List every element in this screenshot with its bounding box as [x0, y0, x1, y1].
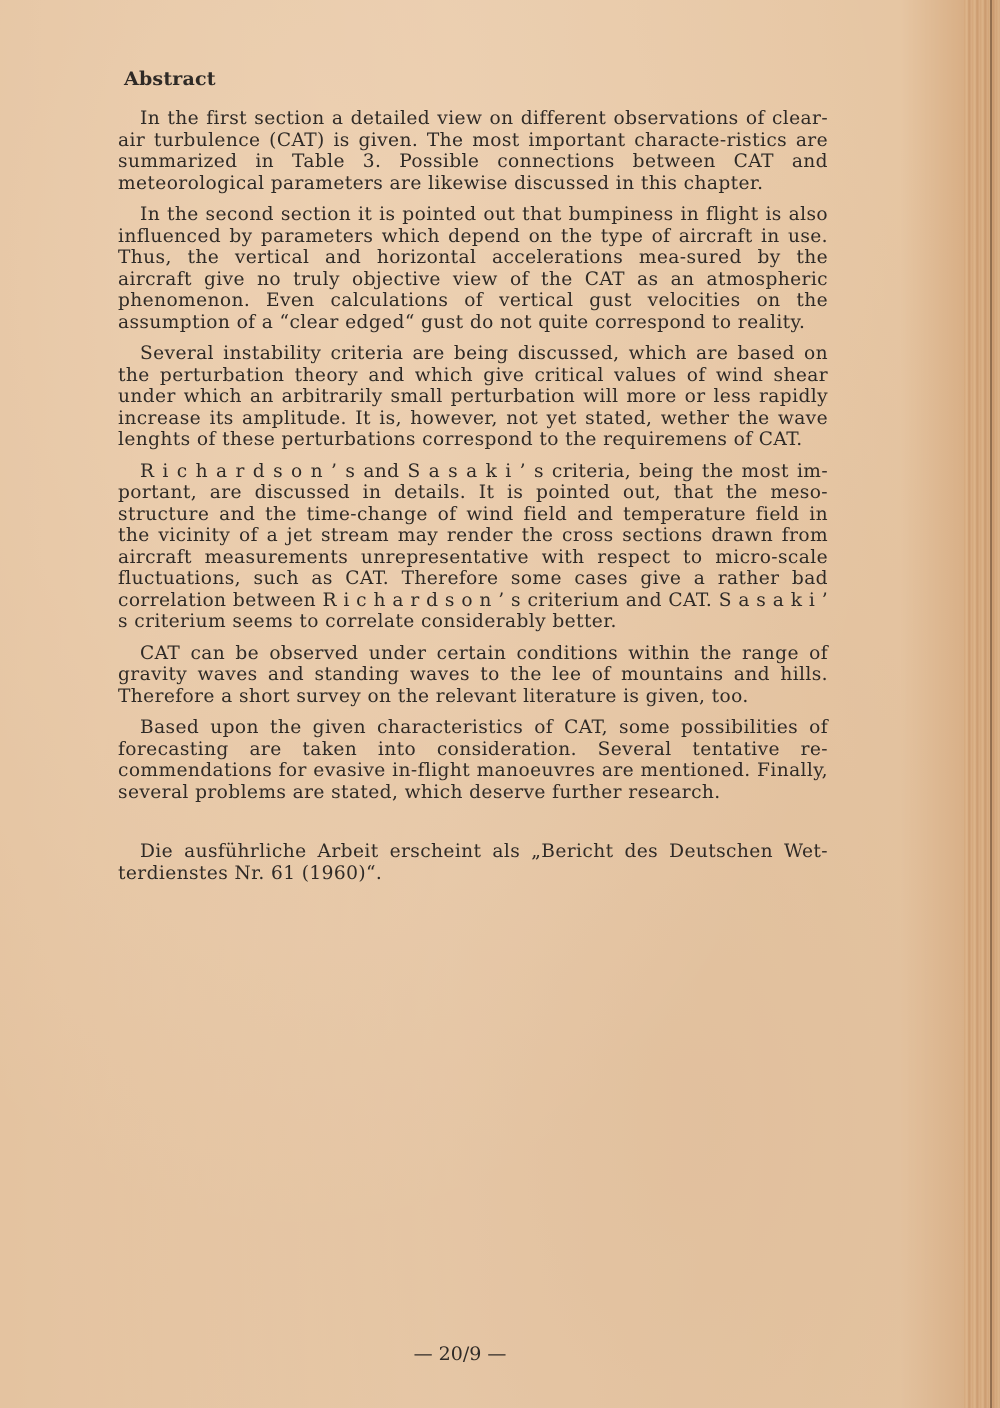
paragraph-1	[118, 108, 828, 194]
page-edge-strip	[964, 0, 1000, 1408]
abstract-section	[118, 68, 828, 894]
paragraph-3-text: Several instability criteria are being discussed, which are based on the perturbation theory and which give critical values of wind shear under which an arbitrarily small perturbation will more or less rapidly increase its amplitude. It is, however, not yet stated, wether the wave lenghts of these perturbations correspond to the requiremens of CAT.	[118, 343, 828, 450]
paragraph-5	[118, 643, 828, 708]
abstract-heading: Abstract	[124, 68, 216, 90]
paragraph-6-text: Based upon the given characteristics of CAT, some possibilities of forecasting are taken into consideration. Several tentative re-commendations for evasive in-flight manoeuvres are mentioned. Finally, several problems are stated, which deserve further research.	[118, 717, 828, 803]
page-edge-line	[990, 0, 992, 1408]
paragraph-4-text: R i c h a r d s o n ’ s and S a s a k i ’ s criteria, being the most im-portant, are discussed in details. It is pointed out, that the meso-structure and the time-change of wind field and temperature field in the vicinity of a jet stream may render the cross sections drawn from aircraft measurements unrepresentative with respect to micro-scale fluctuations, such as CAT. Therefore some cases give a rather bad correlation between R i c h a r d s o n ’ s criterium and CAT. S a s a k i ’ s criterium seems to correlate considerably better.	[118, 460, 828, 632]
paragraph-6	[118, 717, 828, 803]
paragraph-3	[118, 343, 828, 451]
publication-note-text: Die ausführliche Arbeit erscheint als „Bericht des Deutschen Wet-terdienstes Nr. 61 (1960)“.	[118, 841, 828, 884]
page-number: — 20/9 —	[413, 1343, 507, 1365]
paragraph-2-text: In the second section it is pointed out that bumpiness in flight is also influenced by parameters which depend on the type of aircraft in use. Thus, the vertical and horizontal accelerations mea-sured by the aircraft give no truly objective view of the CAT as an atmospheric phenomenon. Even calculations of vertical gust velocities on the assumption of a “clear edged“ gust do not quite correspond to reality.	[118, 204, 828, 333]
paragraph-4	[118, 461, 828, 633]
paragraph-1-text: In the first section a detailed view on different observations of clear-air turbulence (CAT) is given. The most important characte-ristics are summarized in Table 3. Possible connections between CAT and meteorological parameters are likewise discussed in this chapter.	[118, 108, 828, 194]
paragraph-2	[118, 204, 828, 333]
paragraph-5-text: CAT can be observed under certain conditions within the range of gravity waves and standing waves to the lee of mountains and hills. Therefore a short survey on the relevant literature is given, too.	[118, 642, 828, 707]
publication-note	[118, 841, 828, 884]
